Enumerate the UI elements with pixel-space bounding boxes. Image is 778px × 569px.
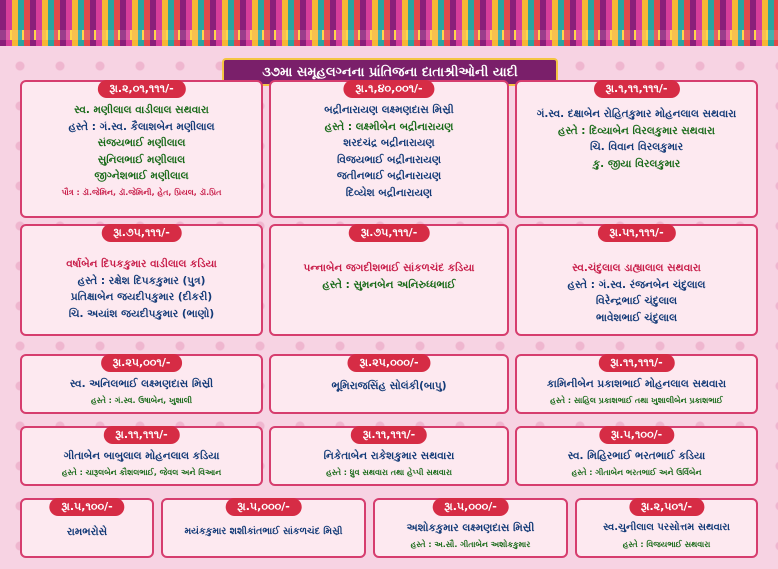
donor-card (20, 80, 263, 218)
donor-line: કુ. જીયા વિરલકુમાર (592, 157, 681, 170)
donation-amount: રૂા.૭૫,૧૧૧/- (349, 224, 430, 242)
donor-line: હસ્તે : લક્ષ્મીબેન બદ્રીનારાયણ (324, 120, 454, 133)
donor-name: કામિનીબેન પ્રકાશભાઈ મોહનલાલ સથવારા (546, 378, 727, 390)
donor-name: સ્વ. મિહિરભાઈ ભરતભાઈ કડિયા (567, 450, 706, 462)
donor-name: રામભરોસે (66, 526, 108, 538)
page-title: ૩૭મા સમૂહલગ્નના પ્રાંતિજના દાતાશ્રીઓની યાદી (222, 58, 558, 86)
donor-line: હસ્તે : ગં.સ્વ. કૈલાશબેન મણીલાલ (68, 120, 215, 133)
donor-card (515, 224, 758, 336)
donor-name: મયંકકુમાર શશીકાંતભાઈ સાંકળચંદ મિસ્રી (184, 526, 343, 537)
donor-card (515, 354, 758, 414)
donor-card (269, 426, 509, 486)
donor-card (373, 498, 568, 558)
donation-amount: રૂા.૧,૧૧,૧૧૧/- (593, 80, 679, 98)
decorative-top-border (0, 0, 778, 46)
donor-footer: હસ્તે : ધ્રુવ સથવારા તથા હેપ્પી સથવારા (326, 467, 452, 477)
donor-footer: હસ્તે : ગં.સ્વ. ઉષાબેન, ખુશાલી (90, 395, 193, 405)
donation-amount: રૂા.૨૫,૦૦૦/- (347, 354, 430, 372)
donor-line: વિજયભાઈ બદ્રીનારાયણ (337, 153, 441, 166)
donor-line: દિવ્યેશ બદ્રીનારાયણ (345, 186, 433, 199)
donor-name: પન્નાબેન જગદીશભાઈ સાંકળચંદ કડિયા (303, 262, 475, 274)
donor-name: સ્વ. અનિલભાઈ લક્ષ્મણદાસ મિસ્રી (69, 378, 214, 390)
donor-name: સ્વ.ચંદુલાલ ડાહ્યાલાલ સથવારા (572, 262, 701, 274)
donor-line: વિરેન્દ્રભાઈ ચંદુલાલ (595, 295, 678, 307)
donor-card (20, 224, 263, 336)
donor-name: ભૂમિરાજસિંહ સોલંકી(બાપુ) (331, 380, 447, 392)
donation-amount: રૂા.૫,૦૦૦/- (225, 498, 302, 516)
donor-line: હસ્તે : રક્ષેશ દિપકકુમાર (પુત્ર) (77, 274, 206, 287)
donor-name: ગીતાબેન બાબુલાલ મોહનલાલ કડિયા (63, 450, 220, 462)
donor-line: સંજયભાઈ મણીલાલ (97, 137, 186, 149)
donor-line: ચિ. અયાંશ જયદીપકુમાર (ભાણો) (68, 307, 215, 320)
donor-line: સુનિલભાઈ મણીલાલ (97, 153, 186, 166)
donor-name: નિકેતાબેન રાકેશકુમાર સથવારા (323, 450, 455, 462)
donor-card (575, 498, 758, 558)
donor-card (269, 354, 509, 414)
donor-name: બદ્રીનારાયણ લક્ષ્મણદાસ મિસ્રી (324, 104, 454, 116)
donor-footer: હસ્તે : સાહિલ પ્રકાશભાઈ તથા ખુશાલીબેન પ્રકાશભાઈ (550, 395, 723, 405)
donor-footer: પૌત્ર : ડૉ.જેમિન, ડૉ.જેમિની, હેત, પ્રિયલ, ડૉ.પ્રિત (61, 187, 222, 197)
donor-name: વર્ષાબેન દિપકકુમાર વાડીલાલ કડિયા (66, 258, 217, 270)
donor-name: અશોકકુમાર લક્ષ્મણદાસ મિસ્રી (406, 522, 535, 534)
donor-name: સ્વ. મણીલાલ વાડીલાલ સથવારા (74, 104, 209, 116)
donor-line: હસ્તે : સુમનબેન અનિરુધ્ધભાઈ (322, 278, 456, 291)
donation-amount: રૂા.૫,૧૦૦/- (49, 498, 124, 516)
donor-footer: હસ્તે : વિજયભાઈ સથવારા (622, 539, 711, 549)
donor-line: પ્રતિક્ષાબેન જયદીપકુમાર (દીકરી) (70, 291, 213, 303)
donor-card (20, 354, 263, 414)
donor-name: ગં.સ્વ. દક્ષાબેન રોહિતકુમાર મોહનલાલ સથવારા (536, 108, 737, 120)
donation-amount: રૂા.૧,૪૦,૦૦૧/- (343, 80, 434, 98)
donor-line: ચિ. વિવાન વિરલકુમાર (589, 141, 684, 153)
donation-amount: રૂા.૫૧,૧૧૧/- (597, 224, 675, 242)
donor-card (161, 498, 366, 558)
donation-amount: રૂા.૨૫,૦૦૧/- (101, 354, 183, 372)
donor-name: સ્વ.ચુનીલાલ પરસોત્તમ સથવારા (603, 522, 730, 533)
donor-footer: હસ્તે : ગીતાબેન ભરતભાઈ અને ઉર્વિબેન (571, 467, 702, 477)
donation-amount: રૂા.૨,૫૦૧/- (629, 498, 704, 516)
donation-amount: રૂા.૭૫,૧૧૧/- (101, 224, 182, 242)
donor-footer: હસ્તે : ચારૂલબેન કૌશલભાઈ, જેવલ અને વિઆન (61, 467, 222, 477)
donor-line: ભાવેશભાઈ ચંદુલાલ (595, 311, 678, 324)
donor-card (20, 426, 263, 486)
donor-card (269, 80, 509, 218)
donation-amount: રૂા.૨,૦૧,૧૧૧/- (97, 80, 185, 98)
donor-card (515, 80, 758, 218)
donor-line: હસ્તે : ગં.સ્વ. રંજનબેન ચંદુલાલ (567, 278, 706, 291)
donation-amount: રૂા.૧૧,૧૧૧/- (103, 426, 179, 444)
donor-line: શરદચંદ્ર બદ્રીનારાયણ (343, 137, 435, 149)
donor-card (269, 224, 509, 336)
donor-line: જીગ્નેશભાઈ મણીલાલ (94, 170, 189, 182)
donor-line: હસ્તે : દિવ્યાબેન વિરલકુમાર સથવારા (558, 124, 715, 137)
donor-line: જતીનભાઈ બદ્રીનારાયણ (336, 170, 442, 182)
donation-amount: રૂા.૧૧,૧૧૧/- (351, 426, 427, 444)
donor-card (515, 426, 758, 486)
donation-amount: રૂા.૧૧,૧૧૧/- (598, 354, 674, 372)
donor-footer: હસ્તે : અ.સૌ. ગીતાબેન અશોકકુમાર (410, 539, 531, 549)
donor-card (20, 498, 154, 558)
donation-amount: રૂા.૫,૦૦૦/- (432, 498, 509, 516)
donation-amount: રૂા.૫,૧૦૦/- (599, 426, 674, 444)
